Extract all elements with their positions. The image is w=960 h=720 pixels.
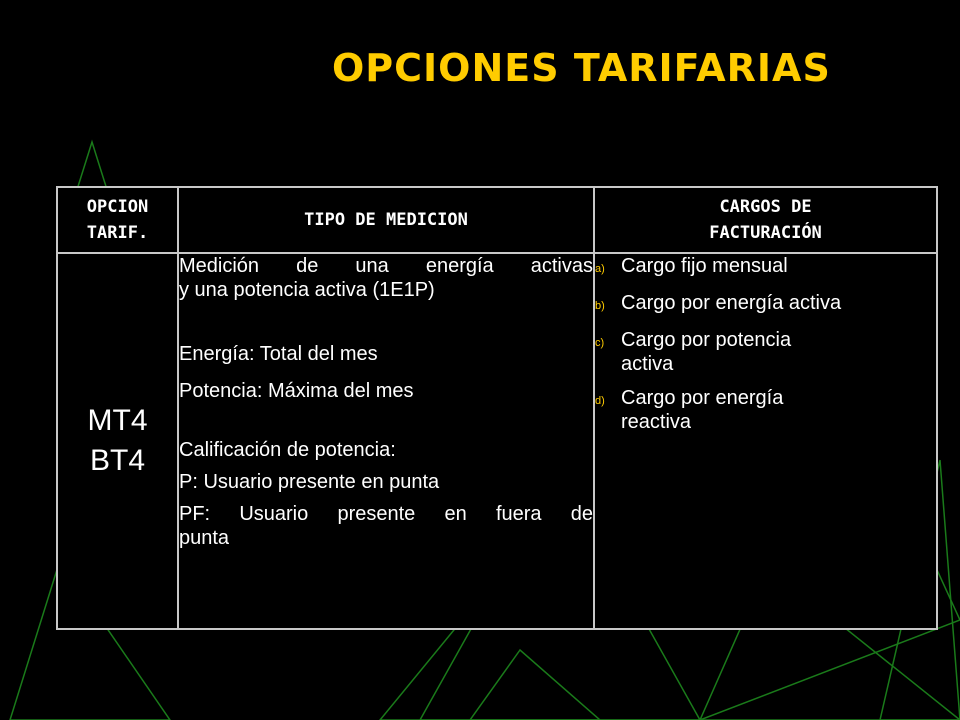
tariff-codes-cell: [57, 253, 178, 629]
header-opcion-tarif: [57, 187, 178, 253]
charge-label-continued: reactiva: [621, 411, 692, 433]
charge-label: Cargo fijo mensual: [621, 255, 788, 277]
list-marker: b): [595, 300, 605, 312]
table-header-row: [57, 187, 937, 253]
list-marker: a): [595, 263, 605, 275]
list-marker: c): [595, 337, 605, 349]
decor-triangle: [470, 650, 600, 720]
medicion-description-line2: y una potencia activa (1E1P): [179, 279, 435, 301]
list-item: [595, 328, 936, 376]
cargos-cell: [594, 253, 937, 629]
medicion-energia: Energía: Total del mes: [179, 343, 378, 365]
tariff-table: [56, 186, 938, 630]
header-tarif-line: TARIF.: [86, 223, 149, 243]
header-cargos-line: CARGOS DE: [719, 197, 812, 217]
medicion-p: P: Usuario presente en punta: [179, 471, 440, 493]
header-tipo-medicion: TIPO DE MEDICION: [178, 187, 594, 253]
list-item: [595, 291, 936, 318]
medicion-potencia: Potencia: Máxima del mes: [179, 380, 414, 402]
list-item: [595, 254, 936, 281]
tariff-code: BT4: [89, 444, 146, 477]
tariff-code: MT4: [87, 404, 148, 437]
medicion-calificacion: Calificación de potencia:: [179, 439, 396, 461]
medicion-description-line1: Medición de una energía activas: [179, 255, 593, 277]
header-cargos-facturacion: [594, 187, 937, 253]
charge-label: Cargo por energía: [621, 387, 784, 409]
charge-label: Cargo por energía activa: [621, 292, 842, 314]
charge-label: Cargo por potencia: [621, 329, 792, 351]
charges-list: [595, 254, 936, 434]
medicion-pf-line2: punta: [179, 527, 230, 549]
table-row: [57, 253, 937, 629]
header-opcion-line: OPCION: [86, 197, 149, 217]
list-item: [595, 386, 936, 434]
charge-label-continued: activa: [621, 353, 674, 375]
list-marker: d): [595, 395, 605, 407]
medicion-pf-line1: PF: Usuario presente en fuera de: [179, 503, 593, 525]
medicion-cell: [178, 253, 594, 629]
header-facturacion-line: FACTURACIÓN: [709, 223, 822, 243]
slide-title: OPCIONES TARIFARIAS: [332, 46, 831, 90]
